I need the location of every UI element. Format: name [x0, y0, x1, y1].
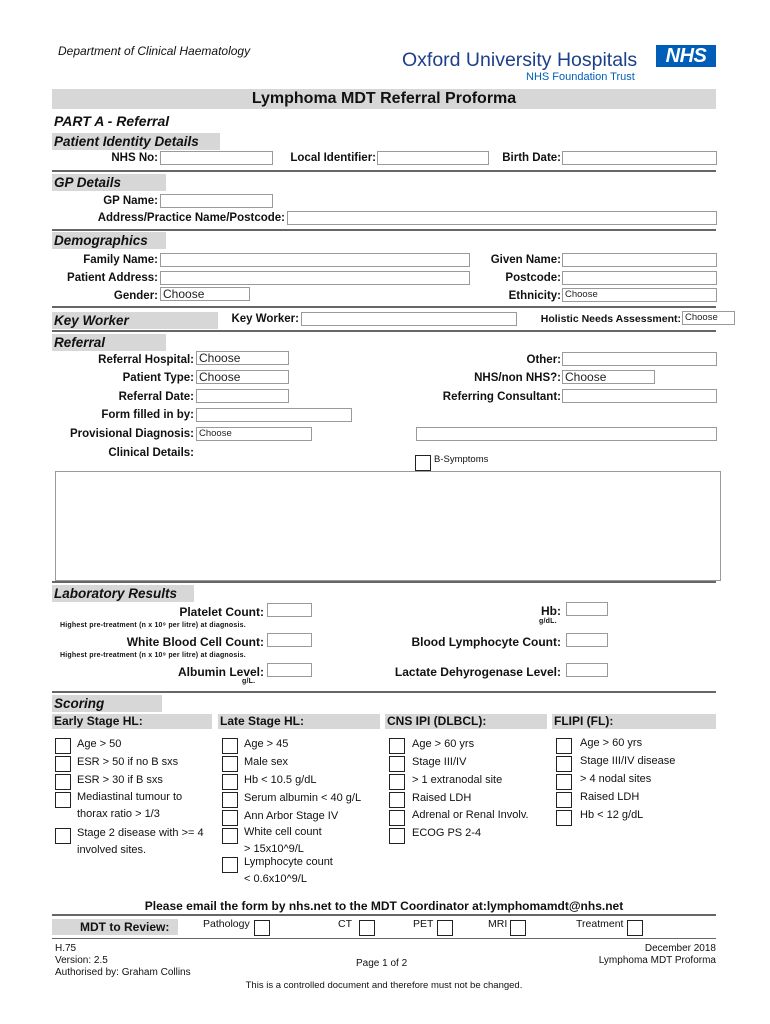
email-note: Please email the form by nhs.net to the MDT Coordinator at:lymphomamdt@nhs.net	[144, 899, 624, 913]
scoring-option: ESR > 30 if B sxs	[77, 774, 163, 786]
b-symptoms-checkbox[interactable]	[415, 455, 431, 471]
scoring-checkbox[interactable]	[389, 810, 405, 826]
doc-author: Authorised by: Graham Collins	[55, 967, 191, 978]
mdt-option-treatment-label: Treatment	[576, 918, 624, 930]
divider	[52, 914, 716, 916]
wbc-label: White Blood Cell Count:	[126, 635, 264, 649]
doc-version: Version: 2.5	[55, 955, 108, 966]
gp-address-field[interactable]	[287, 211, 717, 225]
albumin-field[interactable]	[267, 663, 312, 677]
hb-label: Hb:	[541, 604, 561, 618]
scoring-option: Age > 50	[77, 738, 122, 750]
other-label: Other:	[526, 354, 561, 366]
key-worker-heading: Key Worker	[52, 312, 218, 329]
scoring-option: Stage III/IV disease	[580, 755, 676, 767]
albumin-label: Albumin Level:	[177, 665, 264, 679]
scoring-checkbox[interactable]	[222, 828, 238, 844]
referring-consultant-field[interactable]	[562, 389, 717, 403]
scoring-option: involved sites.	[77, 844, 147, 856]
scoring-option: Age > 60 yrs	[580, 737, 643, 749]
scoring-checkbox[interactable]	[55, 774, 71, 790]
gp-name-field[interactable]	[160, 194, 273, 208]
scoring-checkbox[interactable]	[389, 792, 405, 808]
postcode-field[interactable]	[562, 271, 717, 285]
key-worker-label: Key Worker:	[231, 313, 299, 325]
scoring-option: Serum albumin < 40 g/L	[244, 792, 362, 804]
referral-heading: Referral	[52, 334, 166, 351]
gender-label: Gender:	[113, 290, 158, 302]
platelet-field[interactable]	[267, 603, 312, 617]
scoring-checkbox[interactable]	[556, 792, 572, 808]
other-field[interactable]	[562, 352, 717, 366]
scoring-option: < 0.6x10^9/L	[244, 873, 307, 885]
scoring-option: White cell count	[244, 826, 322, 838]
postcode-label: Postcode:	[505, 272, 561, 284]
b-symptoms-label: B-Symptoms	[434, 454, 489, 465]
gp-address-label: Address/Practice Name/Postcode:	[97, 212, 285, 224]
scoring-option: Mediastinal tumour to	[77, 791, 183, 803]
nhs-logo: NHS	[656, 45, 716, 67]
ethnicity-label: Ethnicity:	[508, 290, 561, 302]
mdt-option-pathology-label: Pathology	[203, 918, 250, 930]
form-filled-label: Form filled in by:	[101, 409, 194, 421]
provisional-diagnosis-other-field[interactable]	[416, 427, 717, 441]
scoring-option: Lymphocyte count	[244, 856, 333, 868]
scoring-checkbox[interactable]	[222, 857, 238, 873]
holistic-label: Holistic Needs Assessment:	[540, 313, 681, 325]
page-title: Lymphoma MDT Referral Proforma	[251, 90, 517, 107]
gender-select[interactable]: Choose	[160, 287, 250, 301]
ldh-label: Lactate Dehyrogenase Level:	[394, 665, 561, 679]
part-a-heading: PART A - Referral	[54, 113, 170, 129]
scoring-checkbox[interactable]	[389, 738, 405, 754]
org-name: Oxford University Hospitals	[402, 49, 638, 71]
scoring-checkbox[interactable]	[222, 810, 238, 826]
scoring-checkbox[interactable]	[389, 828, 405, 844]
nhs-non-label: NHS/non NHS?:	[474, 372, 561, 384]
page-number: Page 1 of 2	[356, 958, 408, 969]
wbc-field[interactable]	[267, 633, 312, 647]
scoring-checkbox[interactable]	[55, 756, 71, 772]
scoring-option: > 15x10^9/L	[244, 843, 304, 855]
scoring-checkbox[interactable]	[556, 738, 572, 754]
birth-date-label: Birth Date:	[502, 152, 561, 164]
ethnicity-select[interactable]: Choose	[562, 288, 717, 302]
scoring-checkbox[interactable]	[222, 756, 238, 772]
scoring-option: Age > 45	[244, 738, 289, 750]
scoring-checkbox[interactable]	[55, 828, 71, 844]
clinical-details-textarea[interactable]	[55, 471, 721, 581]
form-filled-field[interactable]	[196, 408, 352, 422]
lymphocyte-label: Blood Lymphocyte Count:	[411, 635, 561, 649]
albumin-unit: g/L.	[242, 678, 256, 685]
local-id-field[interactable]	[377, 151, 489, 165]
referral-hospital-select[interactable]: Choose	[196, 351, 289, 365]
platelet-note: Highest pre-treatment (n x 10⁹ per litre) at diagnosis.	[60, 622, 246, 629]
flipi-heading: FLIPI (FL):	[552, 714, 716, 729]
scoring-option: Age > 60 yrs	[412, 738, 475, 750]
scoring-checkbox[interactable]	[222, 792, 238, 808]
scoring-option: Stage III/IV	[412, 756, 467, 768]
divider	[52, 229, 716, 231]
scoring-option: Adrenal or Renal Involv.	[412, 809, 529, 821]
given-name-field[interactable]	[562, 253, 717, 267]
nhs-non-select[interactable]: Choose	[562, 370, 655, 384]
scoring-option: Hb < 12 g/dL	[580, 809, 644, 821]
scoring-option: Raised LDH	[412, 792, 472, 804]
scoring-checkbox[interactable]	[222, 738, 238, 754]
divider	[52, 170, 716, 172]
scoring-option: Stage 2 disease with >= 4	[77, 827, 204, 839]
gp-name-label: GP Name:	[103, 195, 158, 207]
patient-type-label: Patient Type:	[122, 372, 194, 384]
divider	[52, 306, 716, 308]
patient-identity-heading: Patient Identity Details	[52, 133, 220, 150]
department-label: Department of Clinical Haematology	[58, 44, 251, 58]
nhs-no-field[interactable]	[160, 151, 273, 165]
key-worker-field[interactable]	[301, 312, 517, 326]
early-stage-hl-heading: Early Stage HL:	[52, 714, 212, 729]
referral-hospital-label: Referral Hospital:	[98, 354, 194, 366]
family-name-field[interactable]	[160, 253, 470, 267]
local-id-label: Local Identifier:	[290, 152, 376, 164]
divider	[52, 581, 716, 583]
doc-code: H.75	[55, 943, 77, 954]
clinical-details-label: Clinical Details:	[108, 447, 194, 459]
patient-address-label: Patient Address:	[67, 272, 158, 284]
scoring-checkbox[interactable]	[222, 774, 238, 790]
scoring-checkbox[interactable]	[556, 774, 572, 790]
patient-address-field[interactable]	[160, 271, 470, 285]
trust-name: NHS Foundation Trust	[526, 71, 635, 83]
scoring-checkbox[interactable]	[55, 792, 71, 808]
patient-type-select[interactable]: Choose	[196, 370, 289, 384]
doc-date: December 2018	[644, 943, 716, 954]
mdt-option-pet-label: PET	[413, 918, 434, 930]
scoring-checkbox[interactable]	[389, 774, 405, 790]
mdt-mri-checkbox[interactable]	[510, 920, 526, 936]
divider	[52, 691, 716, 693]
scoring-option: Male sex	[244, 756, 289, 768]
lymphocyte-field[interactable]	[566, 633, 608, 647]
referral-date-field[interactable]	[196, 389, 289, 403]
birth-date-field[interactable]	[562, 151, 717, 165]
holistic-select[interactable]: Choose	[682, 311, 735, 325]
gp-details-heading: GP Details	[52, 174, 166, 191]
lab-results-heading: Laboratory Results	[52, 585, 194, 602]
mdt-option-ct-label: CT	[338, 918, 352, 930]
mdt-heading: MDT to Review:	[80, 920, 170, 934]
hb-unit: g/dL.	[539, 618, 557, 625]
scoring-checkbox[interactable]	[55, 738, 71, 754]
late-stage-hl-heading: Late Stage HL:	[218, 714, 380, 729]
scoring-option: Raised LDH	[580, 791, 640, 803]
scoring-checkbox[interactable]	[389, 756, 405, 772]
scoring-option: ECOG PS 2-4	[412, 827, 482, 839]
scoring-option: > 4 nodal sites	[580, 773, 652, 785]
referral-date-label: Referral Date:	[118, 391, 194, 403]
cns-ipi-heading: CNS IPI (DLBCL):	[385, 714, 547, 729]
scoring-checkbox[interactable]	[556, 810, 572, 826]
platelet-label: Platelet Count:	[179, 605, 264, 619]
scoring-checkbox[interactable]	[556, 756, 572, 772]
scoring-option: Ann Arbor Stage IV	[244, 810, 339, 822]
mdt-option-mri-label: MRI	[488, 918, 508, 930]
given-name-label: Given Name:	[490, 254, 561, 266]
scoring-option: ESR > 50 if no B sxs	[77, 756, 179, 768]
provisional-diagnosis-select[interactable]: Choose	[196, 427, 312, 441]
divider	[52, 938, 716, 939]
mdt-ct-checkbox[interactable]	[359, 920, 375, 936]
mdt-treatment-checkbox[interactable]	[627, 920, 643, 936]
controlled-notice: This is a controlled document and therefore must not be changed.	[245, 980, 523, 991]
scoring-option: > 1 extranodal site	[412, 774, 503, 786]
hb-field[interactable]	[566, 602, 608, 616]
family-name-label: Family Name:	[83, 254, 158, 266]
nhs-no-label: NHS No:	[111, 152, 158, 164]
wbc-note: Highest pre-treatment (n x 10⁹ per litre) at diagnosis.	[60, 652, 246, 659]
demographics-heading: Demographics	[52, 232, 166, 249]
scoring-option: thorax ratio > 1/3	[77, 808, 160, 820]
doc-name: Lymphoma MDT Proforma	[598, 955, 716, 966]
mdt-pathology-checkbox[interactable]	[254, 920, 270, 936]
mdt-pet-checkbox[interactable]	[437, 920, 453, 936]
scoring-option: Hb < 10.5 g/dL	[244, 774, 317, 786]
scoring-heading: Scoring	[52, 695, 162, 712]
divider	[52, 330, 716, 332]
ldh-field[interactable]	[566, 663, 608, 677]
provisional-diagnosis-label: Provisional Diagnosis:	[70, 428, 194, 440]
referring-consultant-label: Referring Consultant:	[442, 391, 561, 403]
